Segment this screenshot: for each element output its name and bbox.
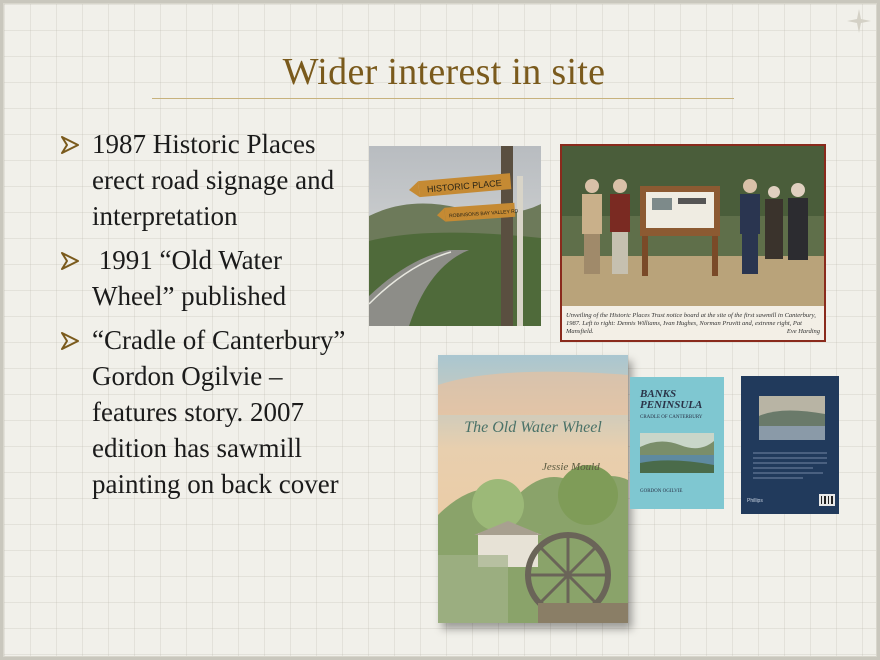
slide-title: Wider interest in site bbox=[282, 51, 606, 93]
group-photo-image bbox=[562, 146, 824, 306]
slide bbox=[3, 3, 877, 657]
arrow-bullet-icon bbox=[60, 252, 80, 270]
book-old-water-wheel bbox=[438, 355, 628, 623]
book-author: Jessie Mould bbox=[542, 461, 600, 473]
sign-top-text: HISTORIC PLACE bbox=[426, 177, 503, 195]
bullet-item bbox=[60, 322, 360, 502]
book-subtitle: CRADLE OF CANTERBURY bbox=[640, 415, 703, 420]
bullet-text: 1987 Historic Places erect road signage and interpretation bbox=[92, 129, 335, 231]
back-cover-art bbox=[741, 376, 839, 514]
bullet-list bbox=[60, 126, 360, 510]
slide-corner-icon bbox=[846, 8, 872, 34]
arrow-bullet-icon bbox=[60, 136, 80, 154]
book-cover-landscape bbox=[640, 433, 714, 473]
group-photo bbox=[560, 144, 826, 342]
book-back-cover bbox=[741, 376, 839, 514]
sign-bottom-text: ROBINSONS BAY VALLEY RD bbox=[448, 208, 519, 220]
book-author: GORDON OGILVIE bbox=[640, 489, 683, 494]
bullet-text: 1991 “Old Water Wheel” published bbox=[92, 245, 289, 311]
book-title: The Old Water Wheel bbox=[464, 419, 602, 436]
arrow-bullet-icon bbox=[60, 332, 80, 350]
bullet-text: “Cradle of Canterbury” Gordon Ogilvie – features story. 2007 edition has sawmill painting on back cover bbox=[92, 325, 346, 499]
photo-credit: Eve Harding bbox=[786, 328, 820, 335]
group-photo-caption: Unveiling of the Historic Places Trust notice board at the site of the first sawmill in Canterbury, 1987. Left to right: Dennis Williams, Ivan Hughes, Norman Pruvitt and, extreme right, Pat Mansfield. Eve Harding bbox=[566, 312, 820, 335]
title-divider bbox=[152, 98, 734, 99]
book-title: BANKS PENINSULA bbox=[640, 388, 703, 411]
book-cover-art bbox=[438, 355, 628, 623]
road-sign-image bbox=[369, 146, 541, 326]
bullet-item bbox=[60, 126, 360, 234]
book-banks-peninsula bbox=[630, 377, 724, 509]
bullet-item bbox=[60, 242, 360, 314]
publisher-logo: Phillips bbox=[747, 498, 763, 504]
road-sign-photo bbox=[369, 146, 541, 326]
